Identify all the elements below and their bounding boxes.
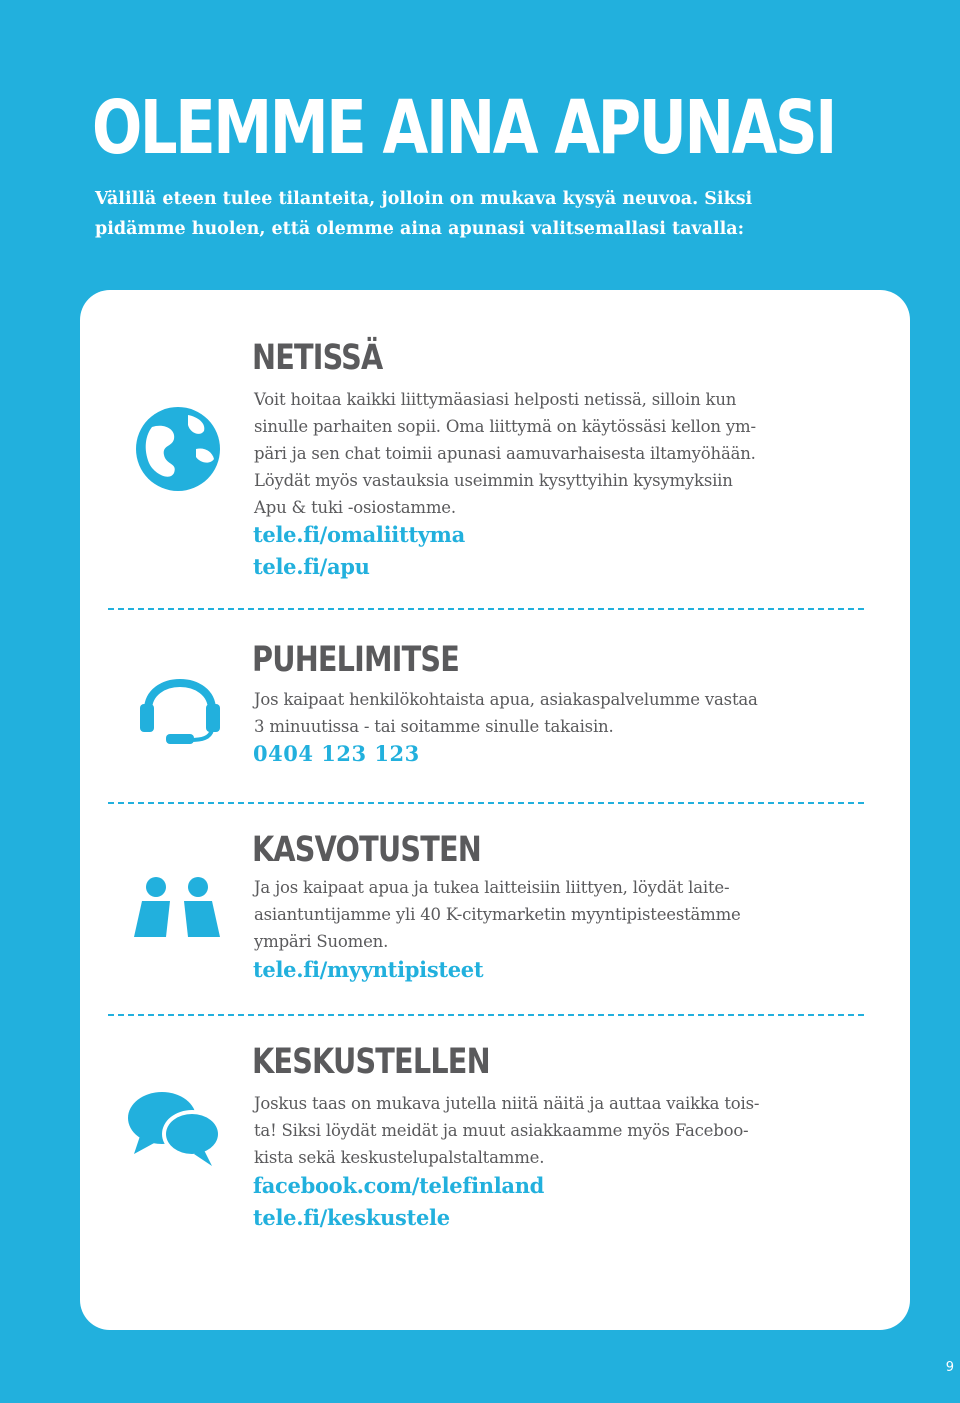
section-heading: KESKUSTELLEN [252, 1042, 490, 1082]
body-line: kista sekä keskustelupalstaltamme. [254, 1148, 545, 1167]
intro-line: Välillä eteen tulee tilanteita, jolloin on mukava kysyä neuvoa. Siksi [95, 189, 753, 209]
body-line: asiantuntijamme yli 40 K-citymarketin myyntipisteestämme [254, 905, 741, 924]
body-line: sinulle parhaiten sopii. Oma liittymä on käytössäsi kellon ym- [254, 417, 756, 436]
phone-number[interactable]: 0404 123 123 [253, 741, 420, 766]
body-line: Jos kaipaat henkilökohtaista apua, asiakaspalvelumme vastaa [254, 690, 758, 709]
section-divider [108, 1014, 864, 1016]
body-line: päri ja sen chat toimii apunasi aamuvarhaisesta iltamyöhään. [254, 444, 756, 463]
body-line: Voit hoitaa kaikki liittymäasiasi helposti netissä, silloin kun [254, 390, 737, 409]
body-line: Ja jos kaipaat apua ja tukea laitteisiin liittyen, löydät laite- [254, 878, 730, 897]
people-icon [130, 875, 224, 939]
link-omaliittyma[interactable]: tele.fi/omaliittyma [253, 522, 465, 547]
help-channels-card [80, 290, 910, 1330]
body-line: Joskus taas on mukava jutella niitä näitä ja auttaa vaikka tois- [254, 1094, 760, 1113]
globe-icon [134, 405, 222, 493]
body-line: ympäri Suomen. [254, 932, 389, 951]
link-keskustele[interactable]: tele.fi/keskustele [253, 1205, 450, 1230]
section-body [254, 1090, 864, 1171]
section-heading: NETISSÄ [252, 338, 383, 378]
section-body [254, 386, 864, 521]
link-facebook[interactable]: facebook.com/telefinland [253, 1173, 545, 1198]
link-myyntipisteet[interactable]: tele.fi/myyntipisteet [253, 957, 484, 982]
body-line: Apu & tuki -osiostamme. [254, 498, 456, 517]
body-line: ta! Siksi löydät meidät ja muut asiakkaamme myös Faceboo- [254, 1121, 749, 1140]
page-number: 9 [945, 1360, 954, 1375]
link-apu[interactable]: tele.fi/apu [253, 554, 370, 579]
page-title: OLEMME AINA APUNASI [92, 85, 835, 171]
section-heading: KASVOTUSTEN [252, 830, 481, 870]
body-line: Löydät myös vastauksia useimmin kysyttyihin kysymyksiin [254, 471, 733, 490]
section-body [254, 874, 864, 955]
intro-text [95, 184, 895, 244]
section-divider [108, 608, 864, 610]
section-body [254, 686, 864, 740]
chat-bubbles-icon [126, 1088, 224, 1168]
headset-icon [138, 660, 222, 746]
body-line: 3 minuutissa - tai soitamme sinulle takaisin. [254, 717, 614, 736]
intro-line: pidämme huolen, että olemme aina apunasi valitsemallasi tavalla: [95, 219, 745, 239]
section-heading: PUHELIMITSE [252, 640, 460, 680]
section-divider [108, 802, 864, 804]
